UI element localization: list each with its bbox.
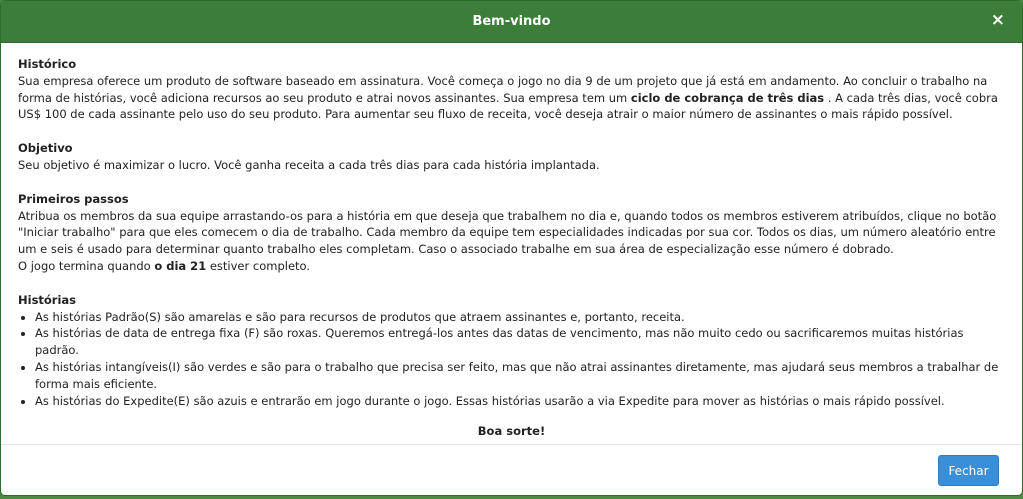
close-icon[interactable]: × <box>990 10 1005 30</box>
close-button[interactable]: Fechar <box>938 455 999 486</box>
game-end-part-1: O jogo termina quando <box>18 258 155 273</box>
historias-heading: Histórias <box>18 292 77 307</box>
list-item: • As histórias de data de entrega fixa (F) são roxas. Queremos entregá-los antes das datas de vencimento, mas não muito cedo ou sacrificaremos muitas histórias padrão. <box>35 325 1005 359</box>
primeiros-passos-heading: Primeiros passos <box>18 191 129 206</box>
objetivo-text: Seu objetivo é maximizar o lucro. Você ganha receita a cada três dias para cada história implantada. <box>18 157 600 172</box>
historico-text <box>18 73 1005 123</box>
historico-heading: Histórico <box>18 57 77 71</box>
list-item: • As histórias Padrão(S) são amarelas e são para recursos de produtos que atraem assinantes e, portanto, receita. <box>35 309 1005 326</box>
modal-footer <box>1 444 1022 496</box>
historico-text-part-2: . A cada três dias, você cobra US$ 100 de cada assinante pelo uso do seu produto. Para aumentar seu fluxo de receita, você deseja atrair o maior número de assinantes o mais rápido possível. <box>18 90 998 122</box>
modal-body <box>1 43 1022 440</box>
stories-list <box>18 309 1005 410</box>
section-primeiros-passos <box>18 191 1005 275</box>
game-end-text <box>18 258 1005 275</box>
primeiros-passos-text: Atribua os membros da sua equipe arrastando-os para a história em que deseja que trabalhem no dia e, quando todos os membros estiverem atribuídos, clique no botão "Iniciar trabalho" para que eles comecem o dia de trabalho. Cada membro da equipe tem especialidades indicadas por sua cor. Todos os dias, um número aleatório entre um e seis é usado para determinar quanto trabalho eles completam. Caso o associado trabalhe em sua área de especialização esse número é dobrado. <box>18 208 997 257</box>
list-item: • As histórias intangíveis(I) são verdes e são para o trabalho que precisa ser feito, mas que não atrai assinantes diretamente, mas ajudará seus membros a trabalhar de forma mais eficiente. <box>35 359 1005 393</box>
section-objetivo <box>18 140 1005 174</box>
closing-text: Boa sorte! <box>477 424 546 439</box>
game-end-day-emphasis: o dia 21 <box>154 258 207 273</box>
modal-title: Bem-vindo <box>472 14 551 29</box>
objetivo-heading: Objetivo <box>18 141 73 156</box>
billing-cycle-emphasis: ciclo de cobrança de três dias <box>630 90 825 105</box>
game-end-part-2: estiver completo. <box>206 258 311 273</box>
section-historias <box>18 292 1005 440</box>
historico-text-part-1: Sua empresa oferece um produto de software baseado em assinatura. Você começa o jogo no dia 9 de um projeto que já está em andamento. Ao concluir o trabalho na forma de histórias, você adiciona recursos ao seu produto e atrai novos assinantes. Sua empresa tem um <box>18 73 988 105</box>
list-item: • As histórias do Expedite(E) são azuis e entrarão em jogo durante o jogo. Essas histórias usarão a via Expedite para mover as histórias o mais rápido possível. <box>35 393 1005 410</box>
section-historico <box>18 56 1005 123</box>
modal-header <box>1 1 1022 43</box>
